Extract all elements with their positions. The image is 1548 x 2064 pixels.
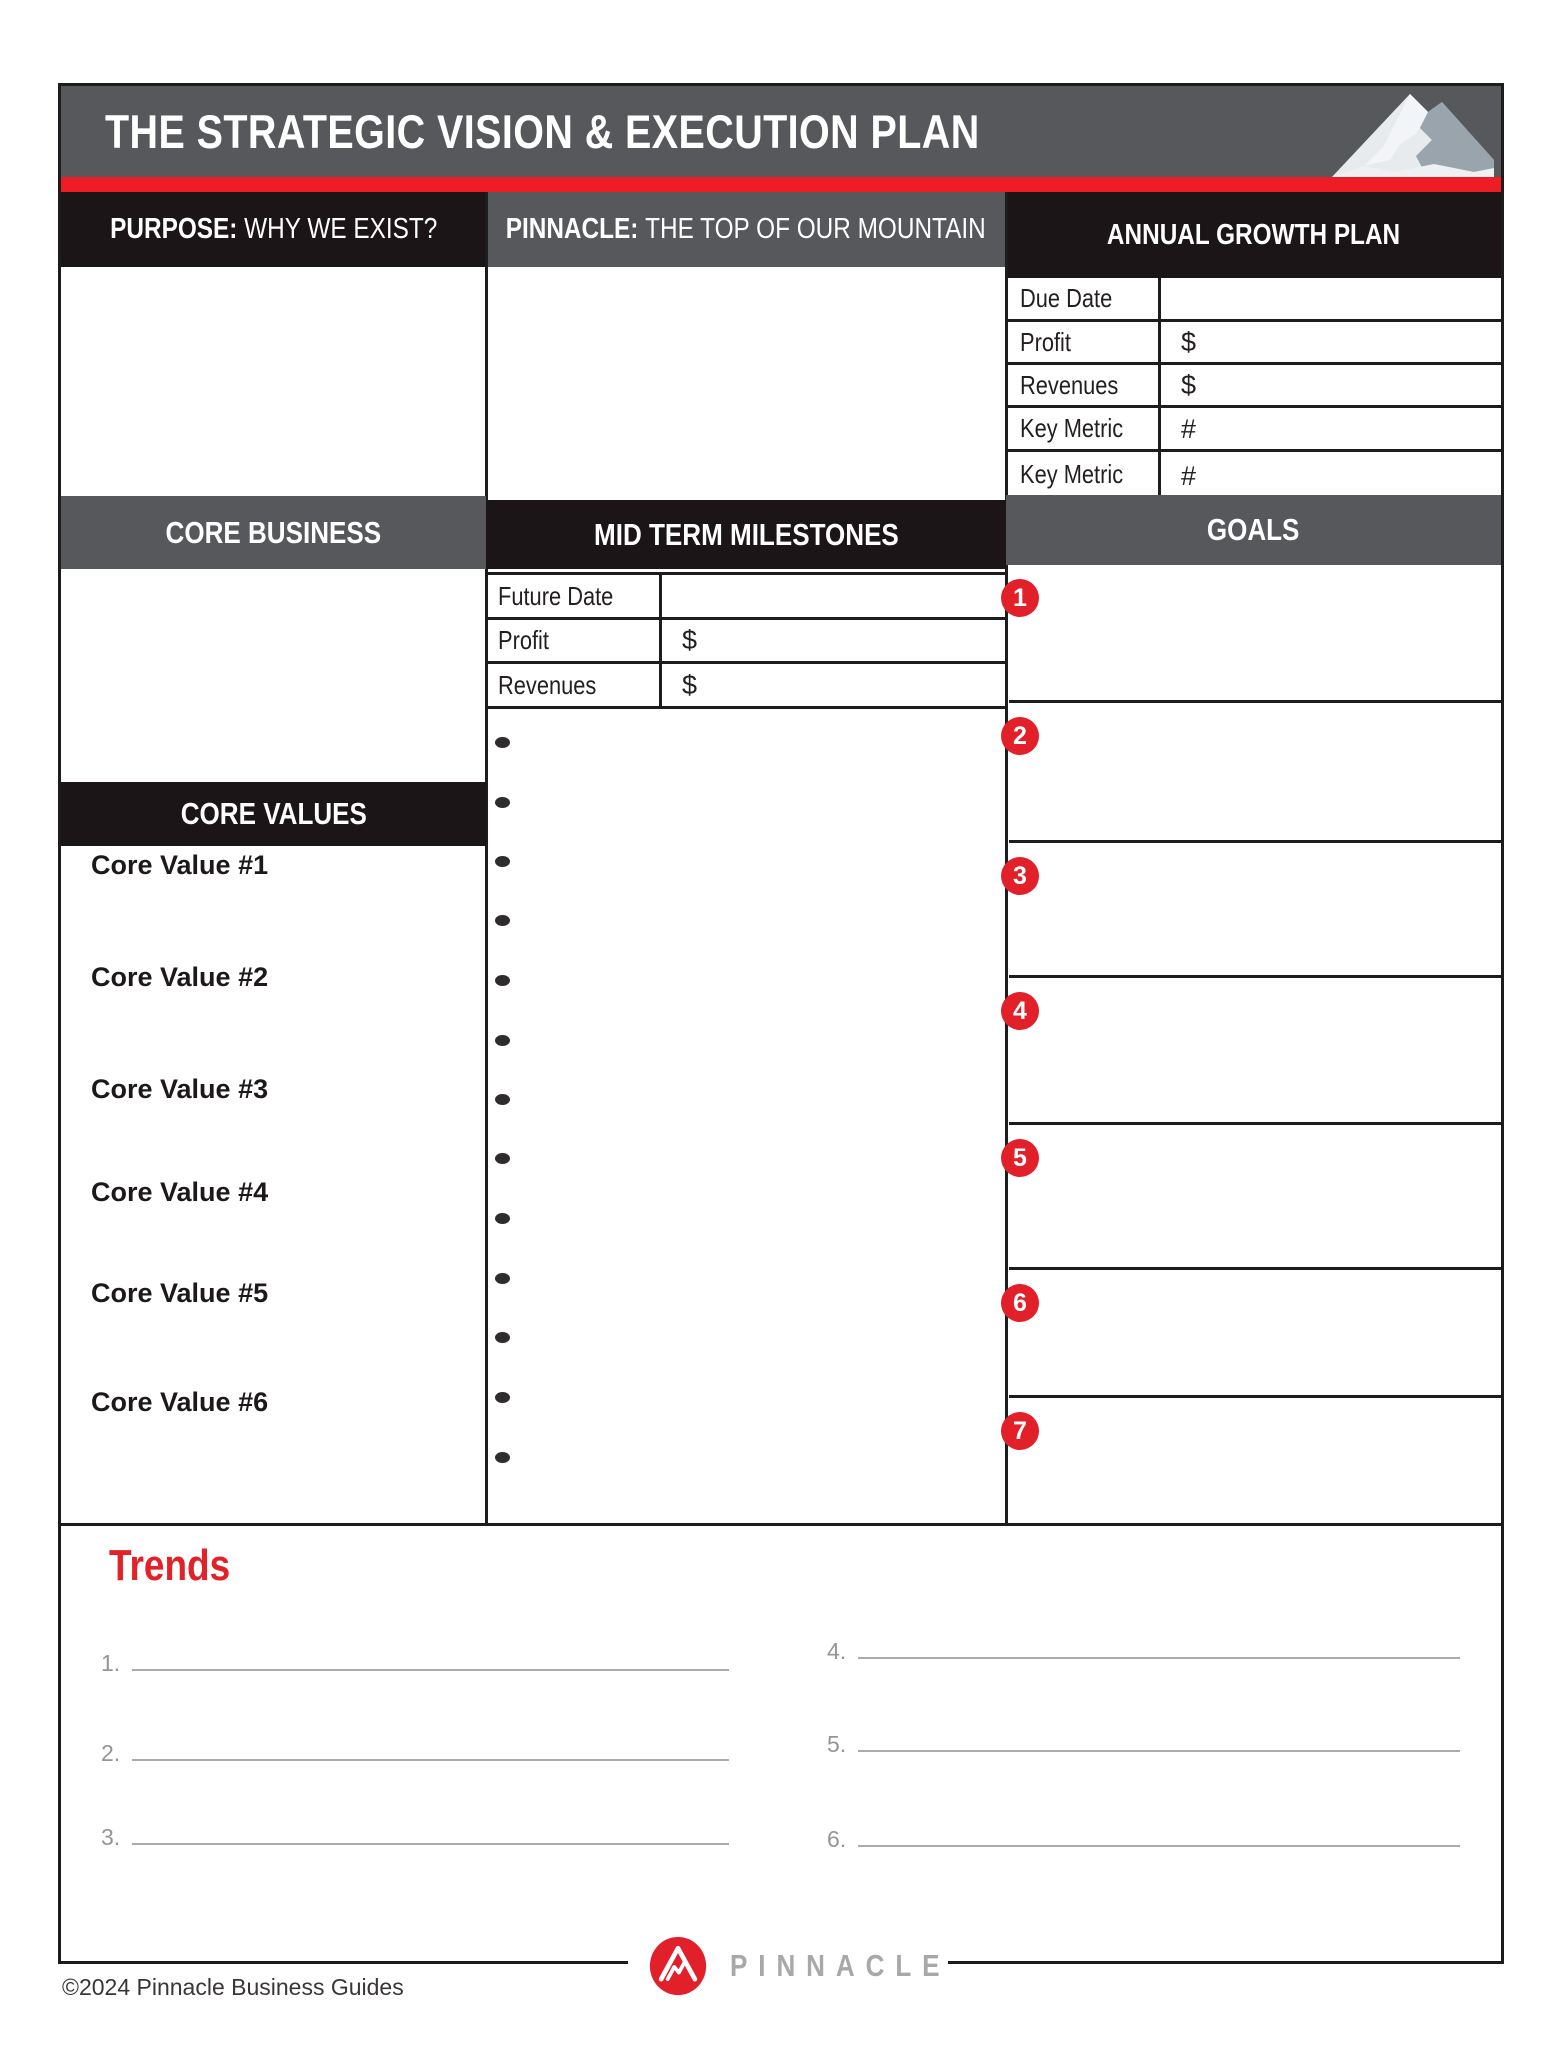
bullet-dot (495, 737, 510, 748)
table-row (486, 664, 1006, 709)
goal-row[interactable] (1009, 840, 1501, 975)
trend-item (827, 1731, 1460, 1758)
trend-number: 4. (827, 1638, 847, 1664)
trend-line[interactable] (132, 1669, 729, 1671)
trend-number: 2. (101, 1740, 121, 1766)
trend-line[interactable] (132, 1759, 729, 1761)
growth-row-label: Revenues (1008, 365, 1161, 405)
growth-row-label: Key Metric (1008, 452, 1161, 496)
bullet-dot (495, 797, 510, 808)
pinnacle-header-text: PINNACLE: THE TOP OF OUR MOUNTAIN (505, 213, 987, 245)
trend-line[interactable] (858, 1845, 1460, 1847)
profit-value-cell[interactable]: $ (1181, 326, 1197, 357)
bullet-dot (495, 1094, 510, 1105)
bullet-dot (495, 1392, 510, 1403)
milestone-row-label: Future Date (486, 575, 662, 617)
milestones-table (486, 572, 1006, 709)
bullet-dot (495, 856, 510, 867)
trend-item (101, 1824, 729, 1851)
goal-number-badge: 6 (1001, 1284, 1039, 1322)
trend-number: 1. (101, 1650, 121, 1676)
goal-number-badge: 3 (1001, 857, 1039, 895)
bullet-dot (495, 1273, 510, 1284)
profit-value-cell[interactable]: $ (682, 625, 698, 655)
annual-growth-plan-header (1006, 192, 1501, 278)
mid-term-milestones-title: MID TERM MILESTONES (593, 516, 899, 552)
bullet-dot (495, 975, 510, 986)
table-row (486, 575, 1006, 620)
goals-title: GOALS (1207, 512, 1300, 547)
goal-row[interactable] (1009, 700, 1501, 840)
core-values-header (61, 782, 486, 846)
bullet-dot (495, 1452, 510, 1463)
trends-top-border (61, 1523, 1501, 1526)
footer-brand-wordmark: PINNACLE (730, 1948, 951, 1983)
core-value-item: Core Value #6 (91, 1387, 269, 1417)
core-value-item: Core Value #1 (91, 850, 269, 880)
bullet-dot (495, 915, 510, 926)
goal-row[interactable] (1009, 565, 1501, 700)
pinnacle-input-area[interactable] (488, 267, 1005, 500)
goal-row[interactable] (1009, 975, 1501, 1122)
mountain-photo-icon (1324, 86, 1499, 177)
page-title-text: THE STRATEGIC VISION & EXECUTION PLAN (105, 105, 980, 158)
trend-item (101, 1740, 729, 1767)
page-title (105, 86, 1146, 177)
trend-line[interactable] (858, 1657, 1460, 1659)
bullet-dot (495, 1153, 510, 1164)
annual-growth-plan-title: ANNUAL GROWTH PLAN (1106, 218, 1401, 251)
title-bar (61, 86, 1501, 177)
purpose-input-area[interactable] (61, 267, 485, 496)
core-business-header (61, 496, 486, 569)
trend-line[interactable] (858, 1750, 1460, 1752)
trend-item (827, 1638, 1460, 1665)
table-row (486, 620, 1006, 664)
page-frame (58, 83, 1504, 1964)
growth-row-label: Key Metric (1008, 408, 1161, 449)
goal-number-badge: 7 (1001, 1412, 1039, 1450)
purpose-header-text: PURPOSE: WHY WE EXIST? (109, 213, 438, 245)
milestone-row-label: Revenues (486, 664, 662, 706)
table-row (1008, 322, 1501, 365)
core-business-title: CORE BUSINESS (165, 514, 382, 550)
core-value-item: Core Value #3 (91, 1074, 269, 1104)
red-accent-stripe (61, 177, 1501, 192)
core-business-input-area[interactable] (61, 569, 485, 782)
copyright-text: ©2024 Pinnacle Business Guides (62, 1974, 404, 2000)
revenues-value-cell[interactable]: $ (1181, 369, 1197, 400)
purpose-header (61, 192, 486, 267)
milestone-row-label: Profit (486, 620, 662, 661)
core-value-item: Core Value #2 (91, 962, 269, 992)
trend-number: 5. (827, 1731, 847, 1757)
goal-row[interactable] (1009, 1267, 1501, 1395)
bullet-dot (495, 1332, 510, 1343)
growth-row-label: Due Date (1008, 278, 1161, 319)
trend-number: 3. (101, 1824, 121, 1850)
due-date-value-cell[interactable] (1161, 278, 1501, 319)
key-metric-value-cell[interactable]: # (1181, 461, 1197, 491)
trend-number: 6. (827, 1826, 847, 1852)
pinnacle-logo-icon (648, 1936, 708, 1996)
bullet-dot (495, 1213, 510, 1224)
trend-line[interactable] (132, 1843, 729, 1845)
goal-number-badge: 1 (1001, 579, 1039, 617)
core-value-item: Core Value #5 (91, 1278, 269, 1308)
mid-term-milestones-header (486, 500, 1006, 569)
core-value-item: Core Value #4 (91, 1177, 269, 1207)
annual-growth-plan-table (1008, 278, 1501, 496)
bullet-dot (495, 1035, 510, 1046)
revenues-value-cell[interactable]: $ (682, 669, 698, 700)
table-row (1008, 365, 1501, 408)
goal-number-badge: 4 (1001, 992, 1039, 1030)
growth-row-label: Profit (1008, 322, 1161, 362)
goals-header (1006, 495, 1501, 565)
goal-number-badge: 2 (1001, 717, 1039, 755)
trends-title: Trends (109, 1541, 231, 1590)
goal-row[interactable] (1009, 1395, 1501, 1523)
goal-row[interactable] (1009, 1122, 1501, 1267)
core-values-title: CORE VALUES (180, 796, 367, 831)
goal-number-badge: 5 (1001, 1139, 1039, 1177)
trend-item (101, 1650, 729, 1677)
key-metric-value-cell[interactable]: # (1181, 414, 1197, 444)
pinnacle-header (486, 192, 1006, 267)
table-row (1008, 278, 1501, 322)
future-date-value-cell[interactable] (662, 575, 1006, 617)
table-row (1008, 408, 1501, 452)
table-row (1008, 452, 1501, 496)
trend-item (827, 1826, 1460, 1853)
